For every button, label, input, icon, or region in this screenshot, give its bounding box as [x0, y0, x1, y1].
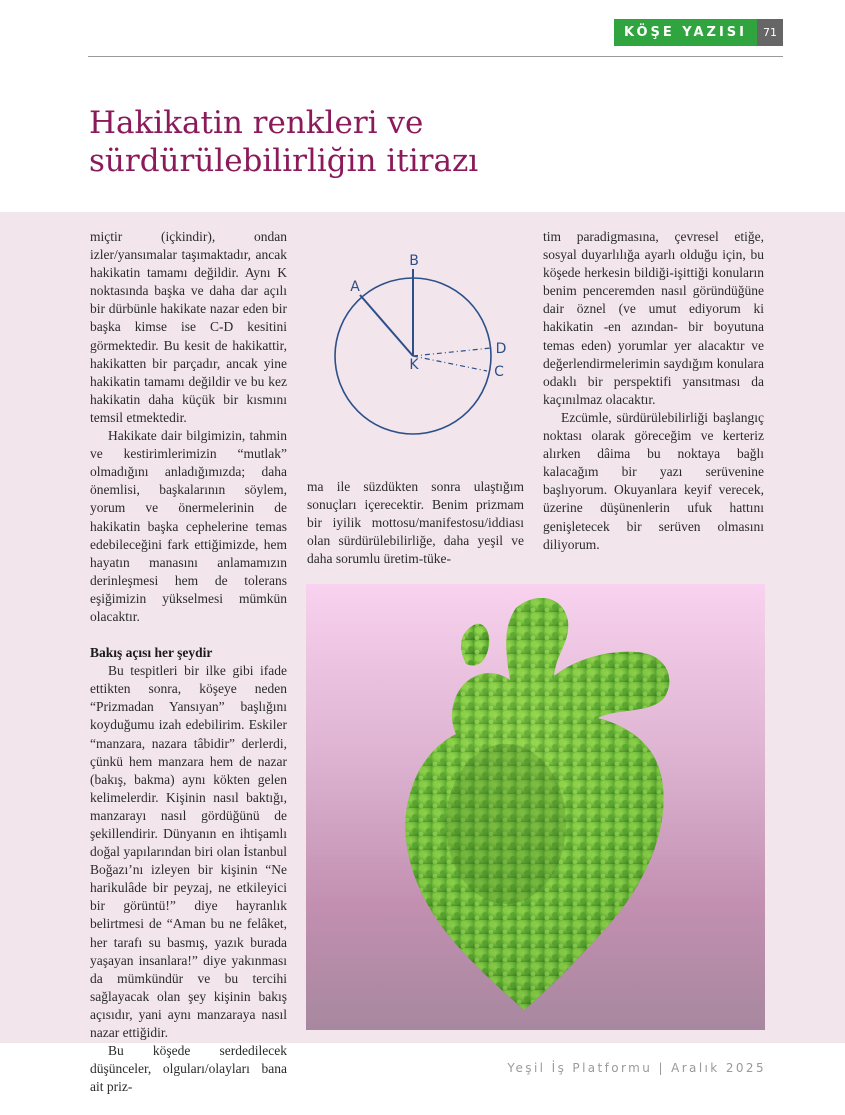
label-d: D: [495, 341, 507, 357]
label-k: K: [409, 357, 419, 373]
paragraph: miçtir (içkindir), ondan izler/yansımalar taşımaktadır, ancak hakikatin tamamı değildir. Aynı K noktasında başka ve daha dar açılı bir dürbünle hakikate nazar eden bir başka kimse ise C-D kesitini görmektedir. Bu kesit de hakikattir, hakikatten bir parçadır, ancak yine hakikatin tamamı değildir ve bu kez hakikatin daha küçük bir kısmını temsil etmektedir.: [90, 229, 287, 425]
line-ka: [360, 295, 413, 356]
label-c: C: [494, 364, 504, 380]
footer-text: Yeşil İş Platformu | Aralık 2025: [507, 1061, 766, 1075]
subheading: Bakış açısı her şeydir: [90, 645, 213, 661]
header-rule: [88, 56, 783, 57]
title-line-1: Hakikatin renkleri ve: [89, 105, 424, 141]
paragraph: Bu tespitleri bir ilke gibi ifade ettikten sonra, köşeye neden “Prizmadan Yansıyan” başlığını koyduğumu izah edebilirim. Eskiler “manzara, nazara tâbidir” derlerdi, çünkü hem manzara hem de nazar (bakış, bakma) aynı kökten gelen kelimelerdir. Kişinin nasıl baktığı, manzarayı nasıl gördüğünü de şekillendirir. Dünyanın en ihtişamlı doğal yapılarından biri olan İstanbul Boğazı’nı izleyen bir kişinin “Ne harikulâde bir peyzaj, ne etkileyici bir görüntü!” diye hayranlık belirtmesi de “Aman bu ne felâket, her tarafı su basmış, yazık burada yaşayan insanlara!” diye yakınması da mümkündür ve bu tercihi sağlayacak olan şey kişinin bakış açısıdır, yani aynı manzaraya nasıl nazar ettiğidir.: [90, 663, 287, 1041]
label-b: B: [409, 253, 419, 269]
leafy-heart-photo: [306, 584, 765, 1030]
article-title: [89, 104, 689, 180]
line-kc: [413, 356, 487, 371]
heart-shape: [405, 598, 669, 1010]
paragraph: Bu köşede serdedilecek düşünceler, olguları/olayları bana ait priz-: [90, 1043, 287, 1095]
text-column-2: [307, 478, 524, 568]
page-number: 71: [757, 19, 783, 46]
paragraph: Ezcümle, sürdürülebilirliği başlangıç noktası olarak göreceğim ve kerteriz alırken dâima bu noktaya bağlı kalacağım bir yazı serüvenine başlıyorum. Okuyanlara keyif verecek, üzerine düşünenlerin ufuk hattını genişletecek bir serüven olmasını diliyorum.: [543, 409, 764, 552]
title-line-2: sürdürülebilirliğin itirazı: [89, 143, 479, 179]
circle-diagram: [315, 245, 525, 445]
line-kd: [413, 348, 491, 356]
paragraph: Hakikate dair bilgimizin, tahmin ve kestirimlerimizin “mutlak” olmadığını anladığımızda; daha önemlisi, başkalarının söylem, yorum ve önermelerinin de hakikatin başka cephelerine temas edebileceğini fark ettiğimizde, hem hayatın manasını anlamamızın derinleşmesi hem de tolerans eşiğimizin yükselmesi mümkün olacaktır.: [90, 428, 287, 624]
section-badge: KÖŞE YAZISI: [614, 19, 757, 46]
paragraph: tim paradigmasına, çevresel etiğe, sosyal duyarlılığa ayarlı olduğu için, bu köşede herkesin bildiği-işittiği konuların benim penceremden nasıl göründüğüne dair öznel (ve umut ediyorum ki hakikatin -en azından- bir boyutuna temas eden) yorumlar yer alacaktır ve değerlendirmelerimin saydığım konulara odaklı bir perspektifi yansıtması da kaçınılmaz olacaktır.: [543, 229, 764, 407]
text-column-3: [543, 228, 764, 554]
paragraph: ma ile süzdükten sonra ulaştığım sonuçları içerecektir. Benim prizmam bir iyilik mottosu/manifestosu/iddiası olan sürdürülebilirliğe, daha yeşil ve daha sorumlu üretim-tüke-: [307, 479, 524, 567]
label-a: A: [350, 279, 360, 295]
text-column-1: [90, 228, 287, 1096]
leafy-heart-illustration: [306, 584, 765, 1030]
